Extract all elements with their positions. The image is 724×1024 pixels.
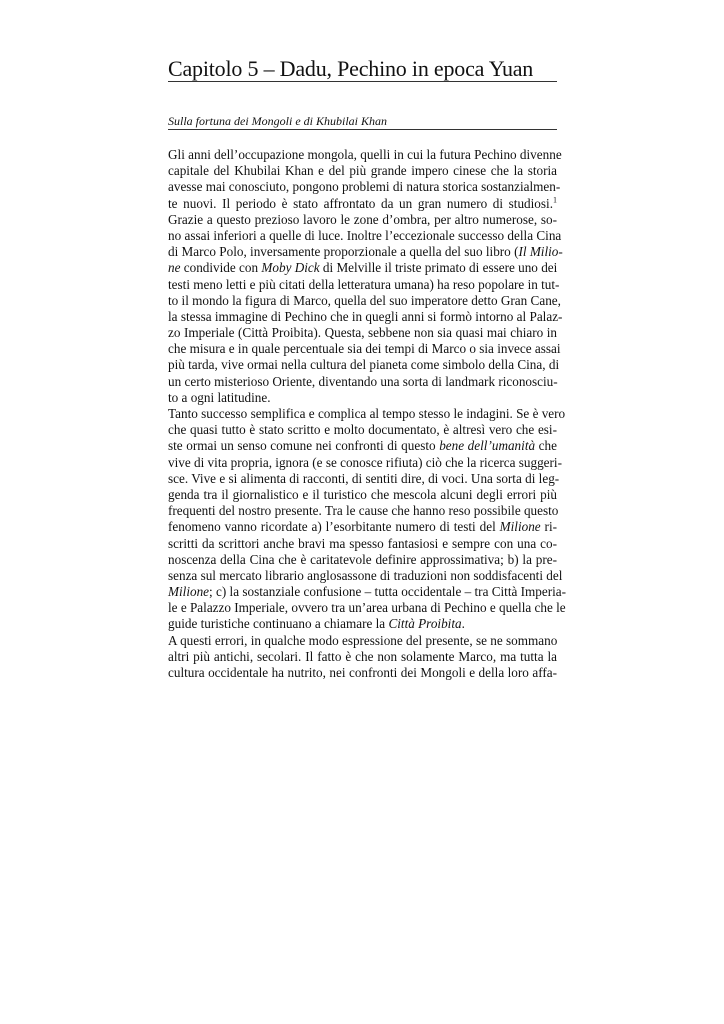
text-line (168, 227, 562, 244)
text-run: di Marco Polo, inversamente proporzionale a quella del suo libro ( (168, 244, 519, 260)
text-line (168, 406, 566, 422)
text-run: che misura e in quale percentuale sia dei tempi di Marco o sia invece assai (168, 341, 561, 357)
text-line (168, 552, 557, 568)
italic-text: ne (168, 260, 181, 276)
chapter-title: Capitolo 5 – Dadu, Pechino in epoca Yuan (168, 56, 534, 81)
footnote-reference: 1 (553, 195, 557, 205)
text-run: noscenza della Cina che è caritatevole definire approssimativa; b) la pre- (168, 551, 557, 567)
text-run: cultura occidentale ha nutrito, nei confronti dei Mongoli e della loro affa- (168, 665, 557, 680)
italic-text: Il Milio- (518, 244, 563, 260)
text-line (168, 308, 563, 325)
italic-text: bene dell’umanità (439, 438, 536, 454)
text-run: avesse mai conosciuto, pongono problemi di natura storica sostanzialmen- (168, 179, 561, 195)
text-line (168, 454, 562, 471)
text-line (168, 633, 557, 649)
text-run: . (461, 616, 465, 632)
text-run: guide turistiche continuano a chiamare la (168, 616, 389, 632)
text-run: testi meno letti e più citati della letteratura umana) ha reso popolare in tut- (168, 276, 560, 292)
text-run: zo Imperiale (Città Proibita). Questa, sebbene non sia quasi mai chiaro in (168, 325, 557, 341)
text-line (168, 584, 567, 600)
text-run: ; c) la sostanziale confusione – tutta occidentale – tra Città Imperia- (209, 584, 567, 600)
text-run: to il mondo la figura di Marco, quella del suo imperatore detto Gran Cane, (168, 292, 561, 308)
italic-text: Città Proibita (388, 616, 462, 632)
text-run: genda tra il giornalistico e il turistico che mescola alcuni degli errori più (168, 486, 557, 502)
text-run: Tanto successo semplifica e complica al tempo stesso le indagini. Se è vero (168, 406, 566, 421)
text-line (168, 600, 566, 616)
text-run: più tarda, vive ormai nella cultura del pianeta come simbolo della Cina, di (168, 357, 560, 373)
text-run: un certo misterioso Oriente, diventando una sorta di landmark riconosciu- (168, 373, 558, 389)
text-line (168, 276, 560, 293)
text-run: condivide con (180, 260, 262, 276)
text-run: te nuovi. Il periodo è stato affrontato da un gran numero di studiosi. (168, 195, 553, 211)
text-run: frequenti del nostro presente. Tra le cause che hanno reso possibile questo (168, 503, 559, 519)
text-line (168, 341, 561, 357)
text-line (168, 536, 557, 552)
text-run: altri più antichi, secolari. Il fatto è che non solamente Marco, ma tutta la (168, 648, 557, 664)
text-run: la stessa immagine di Pechino che in quegli anni si formò intorno al Palaz- (168, 308, 563, 324)
text-line (168, 147, 562, 163)
text-line (168, 292, 561, 309)
body-text (168, 147, 567, 681)
text-line (168, 357, 560, 373)
chapter-title-rule (168, 81, 557, 82)
text-run: Gli anni dell’occupazione mongola, quelli in cui la futura Pechino divenne (168, 147, 562, 162)
section-title-rule (168, 129, 557, 130)
text-line (168, 179, 561, 195)
text-line (168, 260, 557, 276)
text-run: che quasi tutto è stato scritto e molto documentato, è altresì vero che esi- (168, 422, 557, 438)
italic-text: Moby Dick (261, 260, 320, 276)
text-line (168, 470, 560, 487)
text-run: sce. Vive e si alimenta di racconti, di sentiti dire, di voci. Una sorta di leg- (168, 470, 560, 486)
text-run: fenomeno vanno ricordate a) l’esorbitante numero di testi del (168, 519, 500, 535)
text-run: to a ogni latitudine. (168, 389, 271, 405)
text-line (168, 212, 557, 228)
text-line (168, 163, 557, 179)
text-line (168, 374, 557, 390)
text-run: vive di vita propria, ignora (e se conosce rifiuta) ciò che la ricerca suggeri- (168, 454, 562, 470)
text-line (168, 665, 557, 681)
text-run: senza sul mercato librario anglosassone di traduzioni non soddisfacenti del (168, 567, 563, 583)
text-run: le e Palazzo Imperiale, ovvero tra un’area urbana di Pechino e quella che le (168, 600, 566, 616)
text-line (168, 390, 557, 406)
text-line (168, 438, 557, 454)
text-run: capitale del Khubilai Khan e del più grande impero cinese che la storia (168, 163, 557, 179)
text-run: scritti da scrittori anche bravi ma spesso fantasiosi e sempre con una co- (168, 535, 557, 551)
text-line (168, 244, 563, 260)
text-line (168, 649, 557, 665)
text-line (168, 503, 557, 519)
text-line (168, 422, 557, 438)
text-line (168, 567, 563, 584)
text-line (168, 519, 557, 535)
italic-text: Milione (168, 584, 210, 600)
text-run: no assai inferiori a quelle di luce. Inoltre l’eccezionale successo della Cina (168, 227, 562, 243)
text-line (168, 616, 557, 632)
text-line (168, 196, 557, 212)
text-line (168, 487, 557, 503)
text-run: che (535, 438, 557, 454)
text-run: di Melville il triste primato di essere uno dei (319, 260, 558, 276)
text-run: A questi errori, in qualche modo espressione del presente, se ne sommano (168, 632, 558, 648)
text-line (168, 325, 557, 341)
italic-text: Milione (499, 519, 541, 535)
text-run: Grazie a questo prezioso lavoro le zone d’ombra, per altro numerose, so- (168, 211, 557, 227)
text-run: ri- (540, 519, 557, 535)
text-run: ste ormai un senso comune nei confronti di questo (168, 438, 440, 454)
section-title: Sulla fortuna dei Mongoli e di Khubilai Khan (168, 114, 387, 128)
